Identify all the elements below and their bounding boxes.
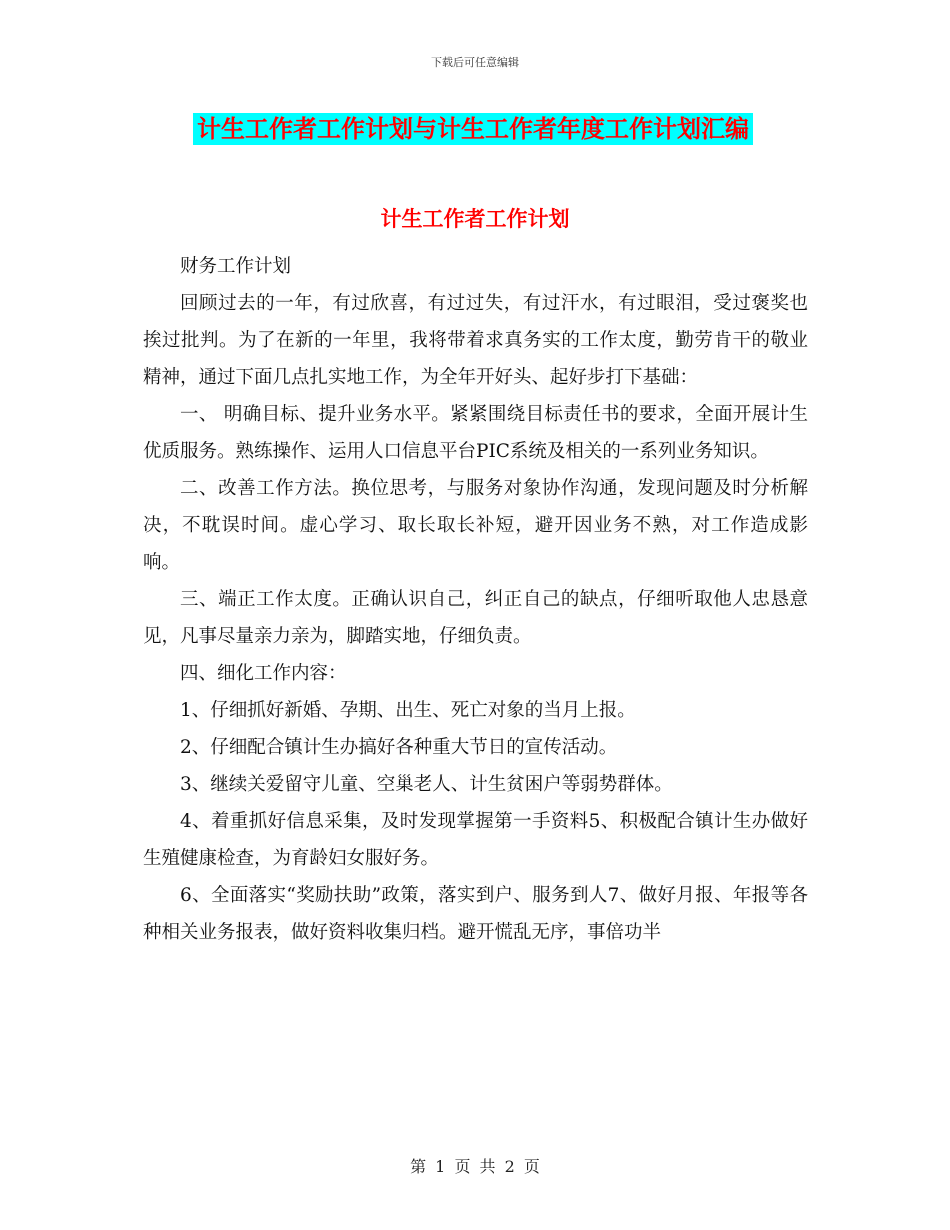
header-note: 下载后可任意编辑 xyxy=(431,56,519,69)
document-body xyxy=(143,248,808,951)
paragraph-subitem-3: 3、继续关爱留守儿童、空巢老人、计生贫困户等弱势群体。 xyxy=(180,774,673,795)
paragraph-subitem-2: 2、仔细配合镇计生办搞好各种重大节日的宣传活动。 xyxy=(180,737,618,758)
paragraph-heading-finance-plan: 财务工作计划 xyxy=(180,256,292,277)
paragraph-item-4-heading: 四、细化工作内容： xyxy=(180,663,347,684)
paragraph-item-2: 二、改善工作方法。换位思考，与服务对象协作沟通，发现问题及时分析解决，不耽误时间。虚心学习、取长取长补短，避开因业务不熟，对工作造成影响。 xyxy=(143,478,808,573)
paragraph-intro: 回顾过去的一年，有过欣喜，有过过失，有过汗水，有过眼泪，受过褒奖也挨过批判。为了在新的一年里，我将带着求真务实的工作太度，勤劳肯干的敬业精神，通过下面几点扎实地工作，为全年开好头、起好步打下基础： xyxy=(143,293,808,388)
page-indicator: 第 1 页 共 2 页 xyxy=(410,1157,540,1176)
paragraph-item-3: 三、端正工作太度。正确认识自己，纠正自己的缺点，仔细听取他人忠恳意见，凡事尽量亲力亲为，脚踏实地，仔细负责。 xyxy=(143,589,808,647)
document-main-title: 计生工作者工作计划与计生工作者年度工作计划汇编 xyxy=(193,113,753,145)
section-title: 计生工作者工作计划 xyxy=(380,207,570,231)
paragraph-item-1: 一、 明确目标、提升业务水平。紧紧围绕目标责任书的要求，全面开展计生优质服务。熟练操作、运用人口信息平台PIC系统及相关的一系列业务知识。 xyxy=(143,404,808,462)
paragraph-subitem-4-5: 4、着重抓好信息采集，及时发现掌握第一手资料5、积极配合镇计生办做好生殖健康检查，为育龄妇女服好务。 xyxy=(143,811,808,869)
paragraph-subitem-1: 1、仔细抓好新婚、孕期、出生、死亡对象的当月上报。 xyxy=(180,700,636,721)
paragraph-subitem-6-7: 6、全面落实“奖励扶助”政策，落实到户、服务到人7、做好月报、年报等各种相关业务报表，做好资料收集归档。避开慌乱无序，事倍功半 xyxy=(143,885,808,943)
